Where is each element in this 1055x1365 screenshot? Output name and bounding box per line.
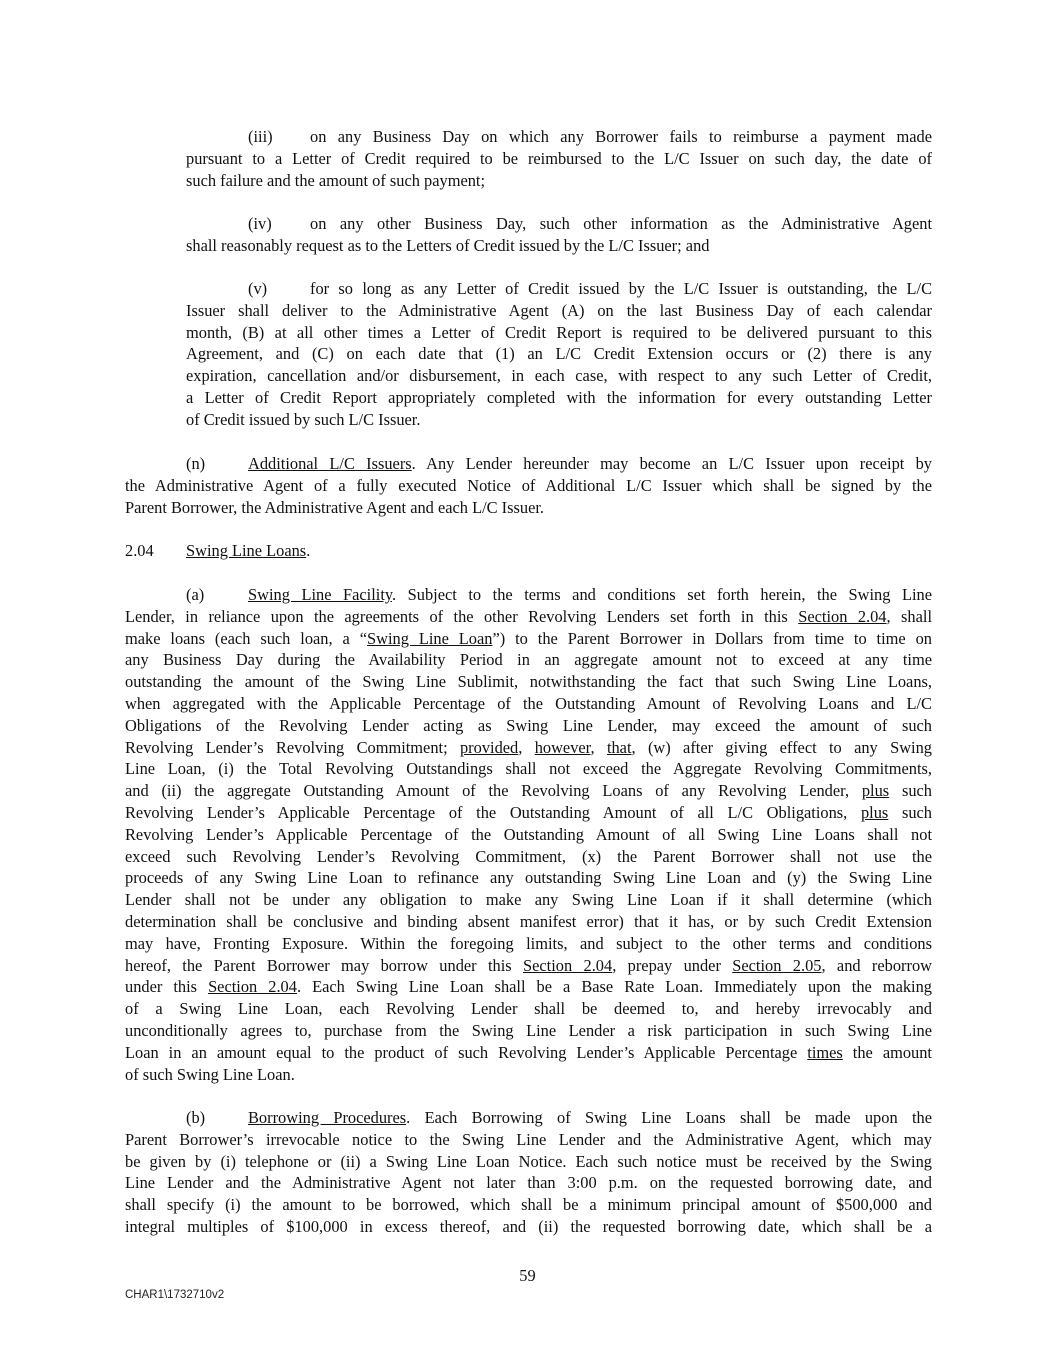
clause-line [186,387,932,409]
clause-line [186,235,932,257]
clause-line [125,1020,932,1042]
clause-text: the Administrative Agent of a fully executed Notice of Additional L/C Issuer which shall be signed by the [125,475,932,495]
clause-line [125,780,932,802]
clause-label: (iii) [248,127,273,146]
clause-line [125,1107,932,1129]
document-id: CHAR1\1732710v2 [125,1289,225,1301]
clause-line [186,322,932,344]
section-reference-link[interactable]: Section 2.04 [798,606,887,626]
clause-line [186,300,932,322]
clause-text: such [889,781,932,801]
clause-a [125,584,932,1085]
emphasis-however: however [534,737,591,757]
clause-text: . Each Borrowing of Swing Line Loans shall be made upon the [406,1108,932,1127]
clause-text: expiration, cancellation and/or disbursement, in each case, with respect to any such Letter of Credit, [186,366,932,386]
clause-line [125,584,932,606]
clause-text: ”) to the Parent Borrower in Dollars from time to time on [492,628,933,648]
clause-text: . Any Lender hereunder may become an L/C Issuer upon receipt by [411,454,933,473]
clause-line [125,955,932,977]
clause-line [186,409,932,431]
clause-text: Line Lender and the Administrative Agent not later than 3:00 p.m. on the requested borrowing date, and [125,1173,932,1193]
clause-heading: Borrowing Procedures [248,1108,407,1127]
clause-v [186,278,932,431]
clause-line [125,606,932,628]
clause-line [125,867,932,889]
clause-line [186,343,932,365]
clause-text: exceed such Revolving Lender’s Revolving Commitment, (x) the Parent Borrower shall not use the [125,846,932,866]
clause-line [125,1216,932,1238]
clause-label: (a) [186,585,205,604]
clause-text: . Subject to the terms and conditions set forth herein, the Swing Line [392,585,933,604]
clause-text: such failure and the amount of such payment; [186,170,486,190]
clause-heading: Swing Line Facility [248,585,393,604]
clause-line [186,170,932,192]
clause-text: Agreement, and (C) on each date that (1) an L/C Credit Extension occurs or (2) there is any [186,344,932,364]
clause-n [125,453,932,518]
clause-text: Line Loan, (i) the Total Revolving Outstandings shall not exceed the Aggregate Revolving Commitments, [125,759,932,779]
clause-text: any Business Day during the Availability Period in an aggregate amount not to exceed at any time [125,650,932,670]
clause-line [125,1129,932,1151]
clause-text: shall reasonably request as to the Letters of Credit issued by the L/C Issuer; and [186,235,710,255]
clause-text: when aggregated with the Applicable Percentage of the Outstanding Amount of Revolving Loans and L/C [125,693,932,713]
clause-text: Obligations of the Revolving Lender acting as Swing Line Lender, may exceed the amount of such [125,715,932,735]
section-period: . [306,541,311,560]
clause-line [125,758,932,780]
clause-text: on any Business Day on which any Borrower fails to reimburse a payment made [310,127,932,146]
clause-line [125,846,932,868]
clause-line [125,911,932,933]
clause-text: under this [125,977,209,997]
clause-text: , (w) after giving effect to any Swing [631,737,932,757]
clause-label: (iv) [248,214,272,233]
clause-line [125,737,932,759]
clause-line [125,628,932,650]
clause-line [125,453,932,475]
clause-text: , [518,737,535,757]
emphasis-that: that [606,737,632,757]
section-title: Swing Line Loans [186,541,307,560]
page-number: 59 [519,1266,536,1285]
clause-line [125,1151,932,1173]
defined-term: Swing Line Loan [367,628,493,648]
clause-iv [186,213,932,257]
emphasis-plus: plus [860,802,889,822]
clause-text: Lender shall not be under any obligation to make any Swing Line Loan if it shall determine (which [125,890,932,910]
clause-text: Parent Borrower, the Administrative Agent and each L/C Issuer. [125,497,545,517]
clause-label: (b) [186,1108,206,1127]
clause-line [125,475,932,497]
clause-text: pursuant to a Letter of Credit required to be reimbursed to the L/C Issuer on such day, the date of [186,148,932,168]
clause-text: Revolving Lender’s Applicable Percentage of the Outstanding Amount of all Swing Line Loans shall not [125,824,932,844]
clause-text: proceeds of any Swing Line Loan to refinance any outstanding Swing Line Loan and (y) the Swing Line [125,868,932,888]
clause-text: Lender, in reliance upon the agreements of the other Revolving Lenders set forth in this [125,606,799,626]
clause-heading: Additional L/C Issuers [248,454,412,473]
clause-line [125,497,932,519]
clause-iii [186,126,932,191]
emphasis-times: times [807,1042,843,1062]
clause-line [125,976,932,998]
clause-line [125,824,932,846]
clause-line [125,715,932,737]
clause-line [186,213,932,235]
clause-text: shall specify (i) the amount to be borrowed, which shall be a minimum principal amount of $500,000 and [125,1195,932,1215]
clause-line [125,933,932,955]
section-reference-link[interactable]: Section 2.05 [732,955,822,975]
emphasis-plus: plus [861,781,890,801]
clause-text: . Each Swing Line Loan shall be a Base Rate Loan. Immediately upon the making [296,977,932,997]
clause-label: (v) [248,279,268,298]
clause-text: and (ii) the aggregate Outstanding Amount of the Revolving Loans of any Revolving Lender, [125,781,862,801]
clause-text: a Letter of Credit Report appropriately completed with the information for every outstanding Letter [186,387,932,407]
clause-line [186,126,932,148]
clause-line [125,1042,932,1064]
clause-text: , [590,737,607,757]
clause-text: of such Swing Line Loan. [125,1064,295,1084]
clause-line [125,671,932,693]
clause-text: Revolving Lender’s Revolving Commitment; [125,737,460,757]
clause-line [125,802,932,824]
clause-text: of a Swing Line Loan, each Revolving Lender shall be deemed to, and hereby irrevocably and [125,999,932,1019]
clause-text: month, (B) at all other times a Letter of Credit Report is required to be delivered pursuant to this [186,322,932,342]
clause-text: the amount [842,1042,932,1062]
clause-text: outstanding the amount of the Swing Line Sublimit, notwithstanding the fact that such Swing Line Loans, [125,672,932,692]
clause-text: integral multiples of $100,000 in excess thereof, and (ii) the requested borrowing date, which shall be a [125,1216,932,1236]
clause-text: Loan in an amount equal to the product of such Revolving Lender’s Applicable Percentage [125,1042,808,1062]
clause-text: Issuer shall deliver to the Administrative Agent (A) on the last Business Day of each calendar [186,300,932,320]
clause-line [186,365,932,387]
section-reference-link[interactable]: Section 2.04 [523,955,613,975]
clause-text: on any other Business Day, such other information as the Administrative Agent [310,214,932,233]
clause-line [125,1172,932,1194]
clause-text: be given by (i) telephone or (ii) a Swing Line Loan Notice. Each such notice must be received by the Swing [125,1151,932,1171]
clause-line [125,1194,932,1216]
clause-text: such [888,802,932,822]
clause-text: , and reborrow [821,955,932,975]
clause-line [125,649,932,671]
clause-text: unconditionally agrees to, purchase from the Swing Line Lender a risk participation in such Swing Line [125,1020,932,1040]
emphasis-provided: provided [459,737,519,757]
clause-text: for so long as any Letter of Credit issued by the L/C Issuer is outstanding, the L/C [310,279,932,298]
section-reference-link[interactable]: Section 2.04 [208,977,297,997]
clause-line [125,889,932,911]
clause-text: determination shall be conclusive and binding absent manifest error) that it has, or by such Credit Extension [125,911,932,931]
clause-line [125,693,932,715]
clause-label: (n) [186,454,206,473]
clause-text: , prepay under [612,955,733,975]
section-number: 2.04 [125,541,154,560]
clause-text: Parent Borrower’s irrevocable notice to the Swing Line Lender and the Administrative Agent, which may [125,1129,932,1149]
clause-text: Revolving Lender’s Applicable Percentage of the Outstanding Amount of all L/C Obligations, [125,802,861,822]
section-heading [125,540,310,562]
clause-text: may have, Fronting Exposure. Within the foregoing limits, and subject to the other terms and conditions [125,933,932,953]
clause-line [125,1064,932,1086]
clause-line [186,148,932,170]
clause-b [125,1107,932,1238]
clause-text: , shall [886,606,932,626]
clause-line [186,278,932,300]
clause-line [125,998,932,1020]
clause-text: of Credit issued by such L/C Issuer. [186,409,421,429]
clause-text: hereof, the Parent Borrower may borrow under this [125,955,523,975]
clause-text: make loans (each such loan, a “ [125,628,367,648]
